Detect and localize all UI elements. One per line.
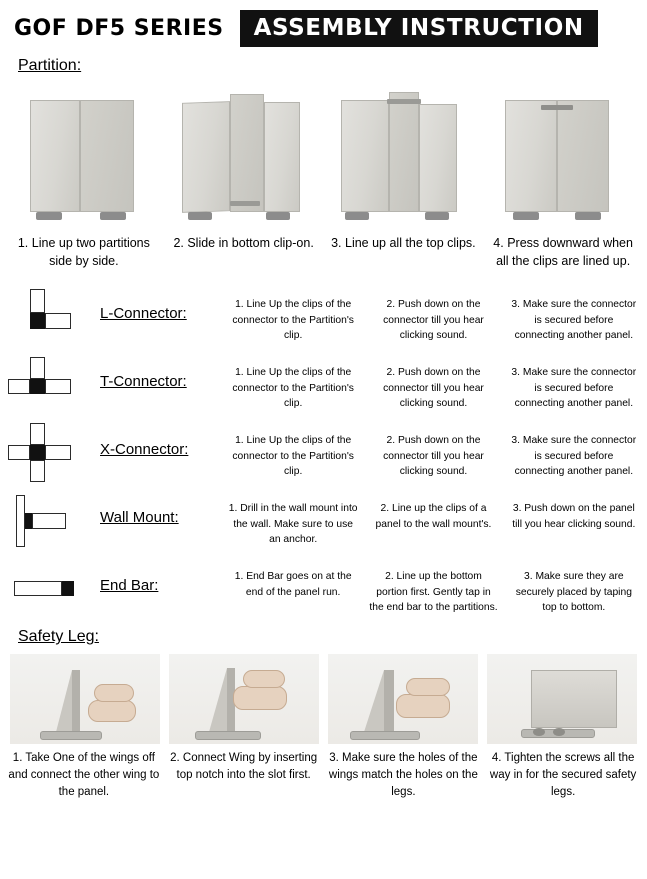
connector-step: 1. End Bar goes on at the end of the panel run. [234,571,352,598]
connector-step: 1. Line Up the clips of the connector to the Partition's clip. [232,299,354,342]
bar-horizontal [14,581,62,596]
panel-left [182,101,230,213]
connector-name-end-bar: End Bar: [100,577,159,595]
panel-right [419,104,457,212]
end-bar-icon [8,559,100,621]
connector-step: 2. Push down on the connector till you hear clicking sound. [383,299,484,342]
partition-figure-2 [170,88,320,228]
hand [406,678,450,696]
panel-bottom [531,670,617,728]
connector-step: 2. Push down on the connector till you hear clicking sound. [383,435,484,478]
partition-figure-3 [327,88,477,228]
screw [553,728,565,736]
partition-captions [0,234,647,270]
connector-step: 1. Line Up the clips of the connector to the Partition's clip. [232,435,354,478]
bar-joint [30,379,45,394]
partition-figure-4 [485,88,635,228]
bar-vertical [30,357,45,379]
safety-figure-2 [169,654,319,744]
connector-step: 3. Make sure the connector is secured before connecting another panel. [511,367,637,410]
connector-name-t: T-Connector: [100,373,187,391]
l-connector-icon [8,287,100,349]
partition-caption-3: 3. Line up all the top clips. [331,236,476,250]
bar-bottom [30,460,45,482]
panel-foot-right [266,212,290,220]
wing-triangle [56,670,72,732]
brand-title: GOF DF5 SERIES [14,16,224,41]
panel-left [341,100,389,212]
safety-figure-4 [487,654,637,744]
partition-caption-2: 2. Slide in bottom clip-on. [173,236,314,250]
connector-row-wall-mount [0,488,647,556]
connector-step: 2. Line up the bottom portion first. Gently tap in the end bar to the partitions. [369,571,498,614]
wing-triangle [209,668,227,732]
safety-caption-3: 3. Make sure the holes of the wings match the holes on the legs. [328,752,478,798]
safety-leg-captions [0,750,647,800]
connector-row-x [0,420,647,488]
connector-row-end-bar [0,556,647,624]
connector-name-l: L-Connector: [100,305,187,323]
connector-row-l [0,284,647,352]
bar-joint [30,313,45,329]
hand [243,670,285,688]
panel-middle [230,94,264,212]
top-clip [387,99,421,104]
connector-list [0,284,647,624]
panel-foot-left [513,212,539,220]
safety-figure-3 [328,654,478,744]
panel-middle [389,92,419,212]
bar-left [8,445,30,460]
connector-steps-wall-mount [226,491,641,547]
connector-name-wall-mount: Wall Mount: [100,509,179,527]
wing-edge [384,670,394,732]
bar-end [62,581,74,596]
hand [396,694,450,718]
bar-right [45,379,71,394]
panel-foot-left [345,212,369,220]
hand [233,686,287,710]
safety-caption-2: 2. Connect Wing by inserting top notch into the slot first. [170,752,318,781]
connector-step: 1. Line Up the clips of the connector to the Partition's clip. [232,367,354,410]
connector-step: 3. Make sure the connector is secured before connecting another panel. [511,435,637,478]
bar-joint [30,445,45,460]
bar-top [30,423,45,445]
partition-caption-1: 1. Line up two partitions side by side. [17,236,150,269]
hand [88,700,136,722]
connector-steps-l [226,287,641,343]
safety-leg-section-label: Safety Leg: [18,628,99,646]
panel-foot-right [425,212,449,220]
connector-steps-x [226,423,641,479]
connector-steps-end-bar [226,559,641,615]
connector-step: 3. Make sure they are securely placed by taping top to bottom. [515,571,632,614]
wall-plate [16,495,25,547]
bar-vertical [30,289,45,313]
connector-steps-t [226,355,641,411]
connector-name-x: X-Connector: [100,441,189,459]
connector-step: 2. Line up the clips of a panel to the wall mount's. [375,503,492,530]
partition-caption-4: 4. Press downward when all the clips are lined up. [493,236,633,269]
wall-mount-icon [8,491,100,553]
connector-step: 2. Push down on the connector till you hear clicking sound. [383,367,484,410]
connector-step: 1. Drill in the wall mount into the wall. Make sure to use an anchor. [228,503,358,546]
panel-left [505,100,557,212]
safety-caption-4: 4. Tighten the screws all the way in for the secured safety legs. [489,752,637,798]
wing-triangle [364,670,384,732]
panel-right [557,100,609,212]
base-plate [40,731,102,740]
partition-illustrations [0,83,647,228]
hand [94,684,134,702]
panel-foot-right [100,212,126,220]
safety-caption-1: 1. Take One of the wings off and connect the other wing to the panel. [8,752,160,798]
safety-figure-1 [10,654,160,744]
partition-figure-1 [12,88,162,228]
page-header [0,0,647,51]
top-clip [541,105,573,110]
partition-section-label: Partition: [18,57,82,74]
panel-left [30,100,80,212]
panel-right [264,102,300,212]
connector-step: 3. Make sure the connector is secured before connecting another panel. [511,299,637,342]
base-plate [350,731,420,740]
connector-step: 3. Push down on the panel till you hear clicking sound. [512,503,636,530]
t-connector-icon [8,355,100,417]
bar-right [45,445,71,460]
bar-horizontal [32,513,66,529]
panel-right [80,100,134,212]
base-plate [195,731,261,740]
bar-left [8,379,30,394]
bottom-clip [230,201,260,206]
safety-leg-illustrations [0,652,647,744]
bar-horizontal [45,313,71,329]
panel-foot-left [36,212,62,220]
panel-foot-right [575,212,601,220]
screw [533,728,545,736]
wing-edge [72,670,80,732]
connector-row-t [0,352,647,420]
x-connector-icon [8,423,100,485]
assembly-instruction-banner: ASSEMBLY INSTRUCTION [240,10,598,47]
panel-foot-left [188,212,212,220]
bar-joint [25,513,32,529]
